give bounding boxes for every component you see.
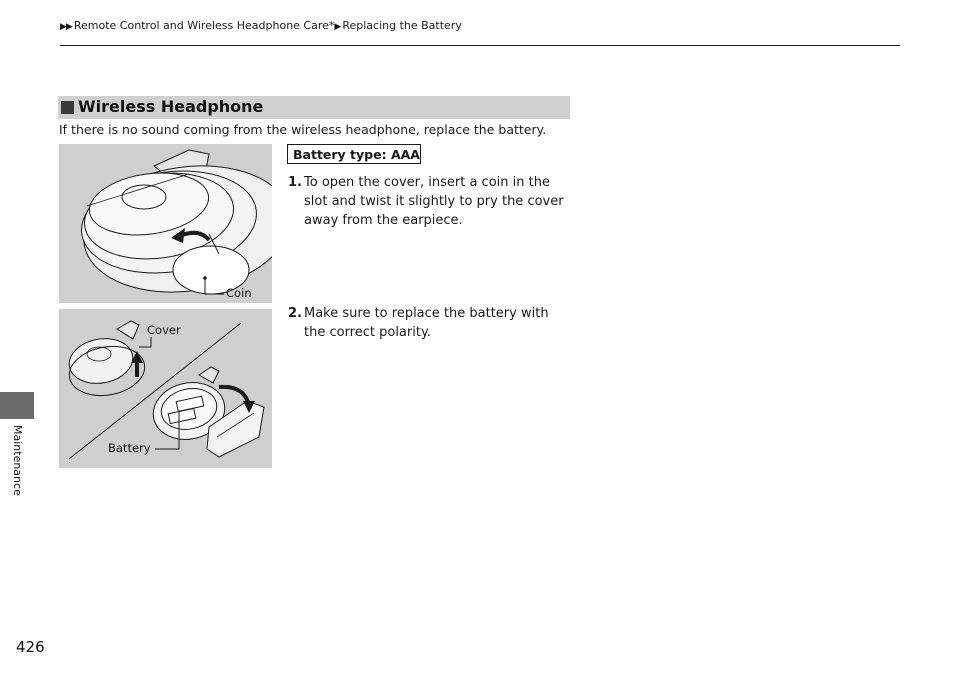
step-1-number: 1. — [288, 175, 302, 190]
step-1 — [288, 173, 570, 230]
section-title: Wireless Headphone — [78, 97, 264, 116]
battery-type-box: Battery type: AAA — [287, 144, 421, 164]
breadcrumb-arrow-icon: ▶▶ — [60, 22, 72, 32]
coin-label: Coin — [226, 286, 252, 300]
figure-open-cover — [59, 144, 272, 303]
battery-label: Battery — [108, 441, 151, 455]
step-2 — [288, 304, 570, 342]
header-divider — [60, 45, 900, 46]
breadcrumb — [60, 19, 462, 32]
figure-replace-battery — [59, 309, 272, 468]
headphone-coin-illustration — [59, 144, 272, 303]
page-number: 426 — [16, 638, 45, 656]
breadcrumb-item-care[interactable]: Remote Control and Wireless Headphone Care* — [73, 19, 335, 32]
breadcrumb-item-replacing[interactable]: Replacing the Battery — [342, 19, 462, 32]
step-2-number: 2. — [288, 306, 302, 321]
section-square-icon — [61, 101, 74, 114]
side-tab-marker — [0, 392, 34, 419]
side-tab-label: Maintenance — [11, 425, 24, 496]
section-intro-text: If there is no sound coming from the wireless headphone, replace the battery. — [59, 122, 547, 137]
step-1-text: To open the cover, insert a coin in the slot and twist it slightly to pry the cover away from the earpiece. — [304, 175, 564, 228]
section-heading-bar — [58, 96, 570, 119]
breadcrumb-arrow-icon: ▶ — [334, 22, 341, 32]
cover-label: Cover — [147, 323, 181, 337]
step-2-text: Make sure to replace the battery with the correct polarity. — [304, 306, 549, 340]
